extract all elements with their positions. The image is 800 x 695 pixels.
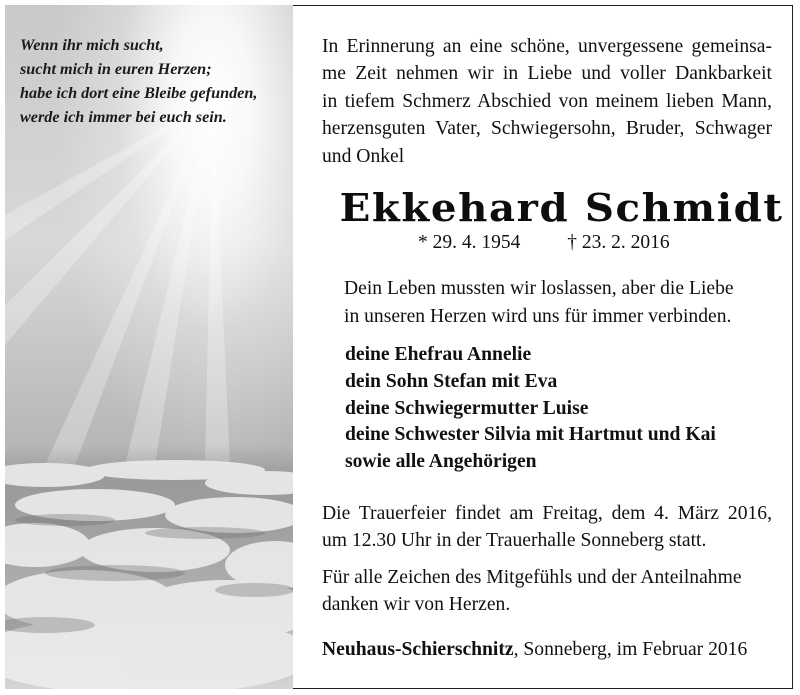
place-rest: , Sonneberg, im Februar 2016 xyxy=(513,639,748,660)
intro-text xyxy=(322,33,772,170)
poem-line: Wenn ihr mich sucht, xyxy=(20,36,164,54)
mourner: deine Ehefrau Annelie xyxy=(345,344,532,365)
thanks-line: Für alle Zeichen des Mitgefühls und der Anteilnahme xyxy=(322,567,742,588)
mourners-list xyxy=(345,342,716,476)
memorial-verse xyxy=(344,275,734,330)
intro-line: in tiefem Schmerz Abschied von meinem lieben Mann, xyxy=(322,90,772,112)
deceased-name: Ekkehard Schmidt xyxy=(339,185,784,230)
death-date: † 23. 2. 2016 xyxy=(567,232,670,253)
poem-line: sucht mich in euren Herzen; xyxy=(20,60,212,78)
mourner: sowie alle Angehörigen xyxy=(345,451,537,473)
intro-line: herzensguten Vater, Schwiegersohn, Bruder, Schwager xyxy=(322,118,772,140)
life-dates xyxy=(418,229,670,256)
thanks-line: danken wir von Herzen. xyxy=(322,594,511,616)
funeral-line: Die Trauerfeier findet am Freitag, dem 4. März 2016, xyxy=(322,503,772,524)
birth-date: * 29. 4. 1954 xyxy=(418,232,521,253)
funeral-info xyxy=(322,500,772,555)
poem-quote xyxy=(20,33,288,129)
thanks-text xyxy=(322,564,742,619)
poem-line: habe ich dort eine Bleibe gefunden, xyxy=(20,84,258,102)
intro-line: und Onkel xyxy=(322,145,405,167)
intro-line: me Zeit nehmen wir in Liebe und voller Dankbarkeit xyxy=(322,63,772,85)
place-town: Neuhaus-Schierschnitz xyxy=(322,639,514,660)
mourner: deine Schwiegermutter Luise xyxy=(345,397,589,419)
verse-line: in unseren Herzen wird uns für immer verbinden. xyxy=(344,305,732,327)
place-date xyxy=(322,636,747,663)
mourner: deine Schwester Silvia mit Hartmut und Kai xyxy=(345,424,716,446)
mourner: dein Sohn Stefan mit Eva xyxy=(345,370,558,392)
intro-line: In Erinnerung an eine schöne, unvergessene gemeinsa- xyxy=(322,36,772,57)
verse-line: Dein Leben mussten wir loslassen, aber die Liebe xyxy=(344,278,734,299)
funeral-line: um 12.30 Uhr in der Trauerhalle Sonneberg statt. xyxy=(322,530,707,552)
poem-line: werde ich immer bei euch sein. xyxy=(20,108,227,126)
